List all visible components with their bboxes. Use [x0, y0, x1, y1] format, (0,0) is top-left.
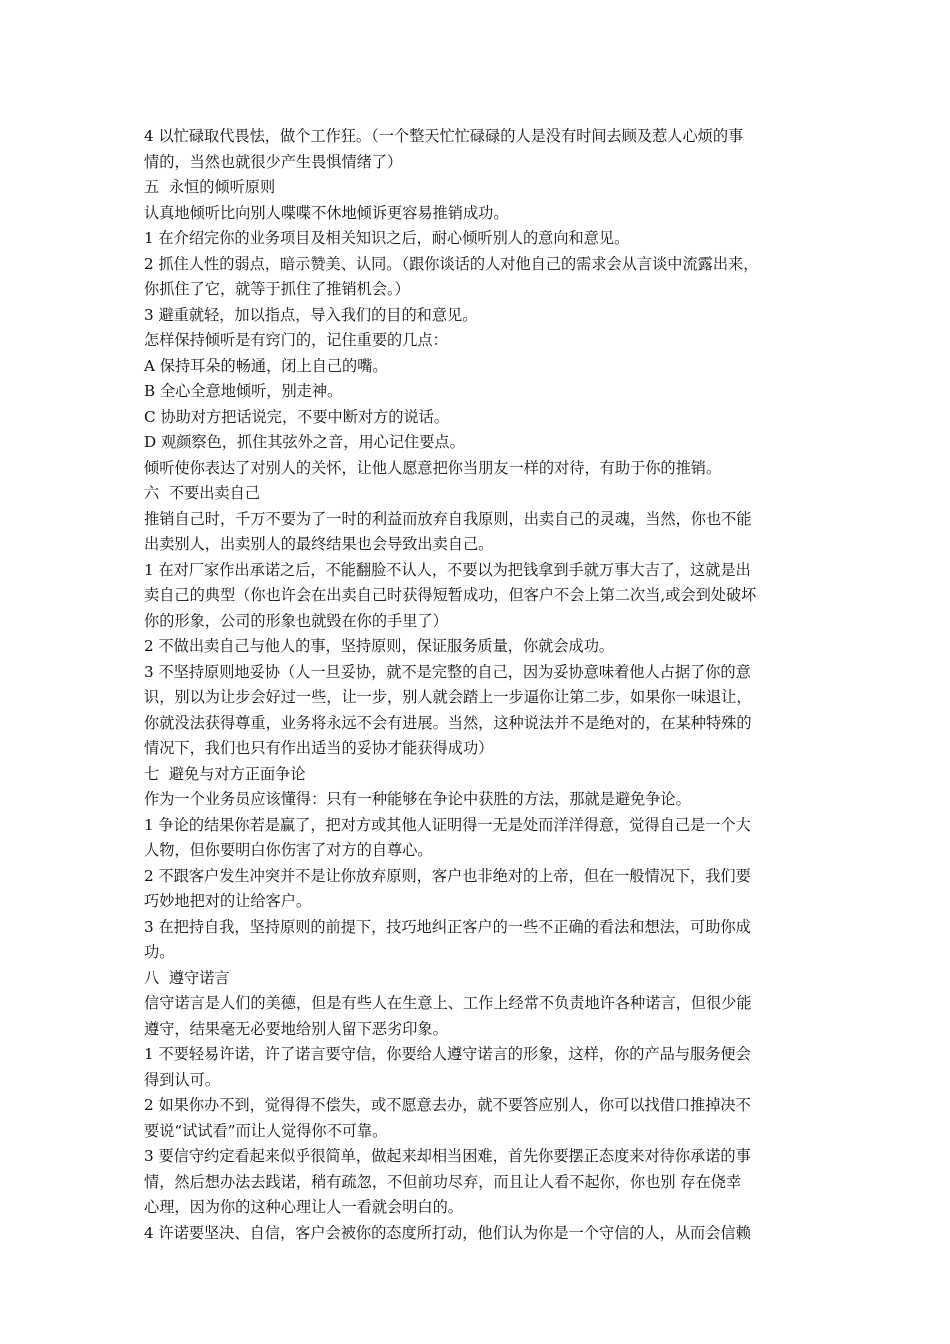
paragraph-line: 推销自己时，千万不要为了一时的利益而放弃自我原则，出卖自己的灵魂，当然，你也不能 — [144, 509, 752, 528]
paragraph-line: 倾听使你表达了对别人的关怀，让他人愿意把你当朋友一样的对待，有助于你的推销。 — [144, 458, 722, 477]
paragraph-line: 你的形象，公司的形象也就毁在你的手里了） — [144, 611, 448, 630]
section-heading: 八 遵守诺言 — [144, 968, 230, 987]
list-item: 3 不坚持原则地妥协（人一旦妥协，就不是完整的自己，因为妥协意味着他人占据了你的意 — [144, 662, 751, 681]
list-item: 2 不做出卖自己与他人的事，坚持原则，保证服务质量，你就会成功。 — [144, 637, 615, 655]
list-item: A 保持耳朵的畅通，闭上自己的嘴。 — [144, 356, 388, 375]
list-item: 1 在介绍完你的业务项目及相关知识之后，耐心倾听别人的意向和意见。 — [144, 229, 630, 247]
paragraph-line: 怎样保持倾听是有窍门的，记住重要的几点： — [144, 331, 448, 349]
list-item: 4 许诺要坚决、自信，客户会被你的态度所打动，他们认为你是一个守信的人，从而会信赖 — [144, 1223, 751, 1242]
paragraph-line: 人物，但你要明白你伤害了对方的自尊心。 — [144, 841, 433, 859]
list-item: D 观颜察色，抓住其弦外之音，用心记住要点。 — [144, 433, 465, 451]
paragraph-line: 你抓住了它，就等于抓住了推销机会。） — [144, 280, 410, 298]
section-heading: 五 永恒的倾听原则 — [144, 178, 276, 196]
list-item: 2 如果你办不到，觉得得不偿失，或不愿意去办，就不要答应别人，你可以找借口推掉决不 — [144, 1096, 751, 1114]
paragraph-line: 情的，当然也就很少产生畏惧情绪了） — [144, 152, 403, 171]
list-item: 3 在把持自我，坚持原则的前提下，技巧地纠正客户的一些不正确的看法和想法，可助你成 — [144, 917, 751, 936]
paragraph-line: 心理，因为你的这种心理让人一看就会明白的。 — [144, 1198, 463, 1216]
list-item: 1 争论的结果你若是赢了，把对方或其他人证明得一无是处而洋洋得意，觉得自己是一个大 — [144, 815, 751, 834]
paragraph-line: 作为一个业务员应该懂得：只有一种能够在争论中获胜的方法，那就是避免争论。 — [144, 790, 691, 808]
list-item: 2 不跟客户发生冲突并不是让你放弃原则，客户也非绝对的上帝，但在一般情况下，我们要 — [144, 866, 751, 885]
list-item: 2 抓住人性的弱点，暗示赞美、认同。（跟你谈话的人对他自己的需求会从言谈中流露出来， — [144, 254, 759, 273]
paragraph-line: 得到认可。 — [144, 1070, 220, 1089]
paragraph-line: 认真地倾听比向别人喋喋不休地倾诉更容易推销成功。 — [144, 203, 509, 222]
paragraph-line: 出卖别人，出卖别人的最终结果也会导致出卖自己。 — [144, 535, 494, 553]
paragraph-line: 情况下，我们也只有作出适当的妥协才能获得成功） — [144, 739, 494, 757]
section-heading: 七 避免与对方正面争论 — [144, 764, 306, 783]
paragraph-line: 4 以忙碌取代畏怯，做个工作狂。（一个整天忙忙碌碌的人是没有时间去顾及惹人心烦的事 — [144, 127, 744, 145]
list-item: 1 不要轻易许诺，许了诺言要守信，你要给人遵守诺言的形象，这样，你的产品与服务便会 — [144, 1045, 751, 1063]
paragraph-line: 遵守，结果毫无必要地给别人留下恶劣印象。 — [144, 1019, 448, 1038]
paragraph-line: 信守诺言是人们的美德，但是有些人在生意上、工作上经常不负责地许各种诺言，但很少能 — [144, 994, 752, 1012]
list-item: C 协助对方把话说完，不要中断对方的说话。 — [144, 407, 450, 426]
list-item: B 全心全意地倾听，别走神。 — [144, 382, 343, 400]
paragraph-line: 情，然后想办法去践诺，稍有疏忽，不但前功尽弃，而且让人看不起你，你也别 存在侥幸 — [144, 1172, 742, 1191]
paragraph-line: 要说“试试看”而让人觉得你不可靠。 — [144, 1121, 388, 1140]
paragraph-line: 卖自己的典型（你也许会在出卖自己时获得短暂成功，但客户不会上第二次当,或会到处破坏 — [144, 586, 757, 604]
list-item: 3 要信守约定看起来似乎很简单，做起来却相当困难，首先你要摆正态度来对待你承诺的事 — [144, 1147, 751, 1165]
section-heading: 六 不要出卖自己 — [144, 484, 260, 502]
document-body — [144, 124, 829, 1246]
paragraph-line: 功。 — [144, 943, 175, 961]
list-item: 3 避重就轻，加以指点，导入我们的目的和意见。 — [144, 305, 478, 324]
paragraph-line: 识，别以为让步会好过一些，让一步，别人就会踏上一步逼你让第二步，如果你一味退让， — [144, 688, 752, 706]
paragraph-line: 巧妙地把对的让给客户。 — [144, 892, 312, 910]
list-item: 1 在对厂家作出承诺之后，不能翻脸不认人，不要以为把钱拿到手就万事大吉了，这就是出 — [144, 560, 751, 579]
paragraph-line: 你就没法获得尊重，业务将永远不会有进展。当然，这种说法并不是绝对的，在某种特殊的 — [144, 713, 752, 732]
